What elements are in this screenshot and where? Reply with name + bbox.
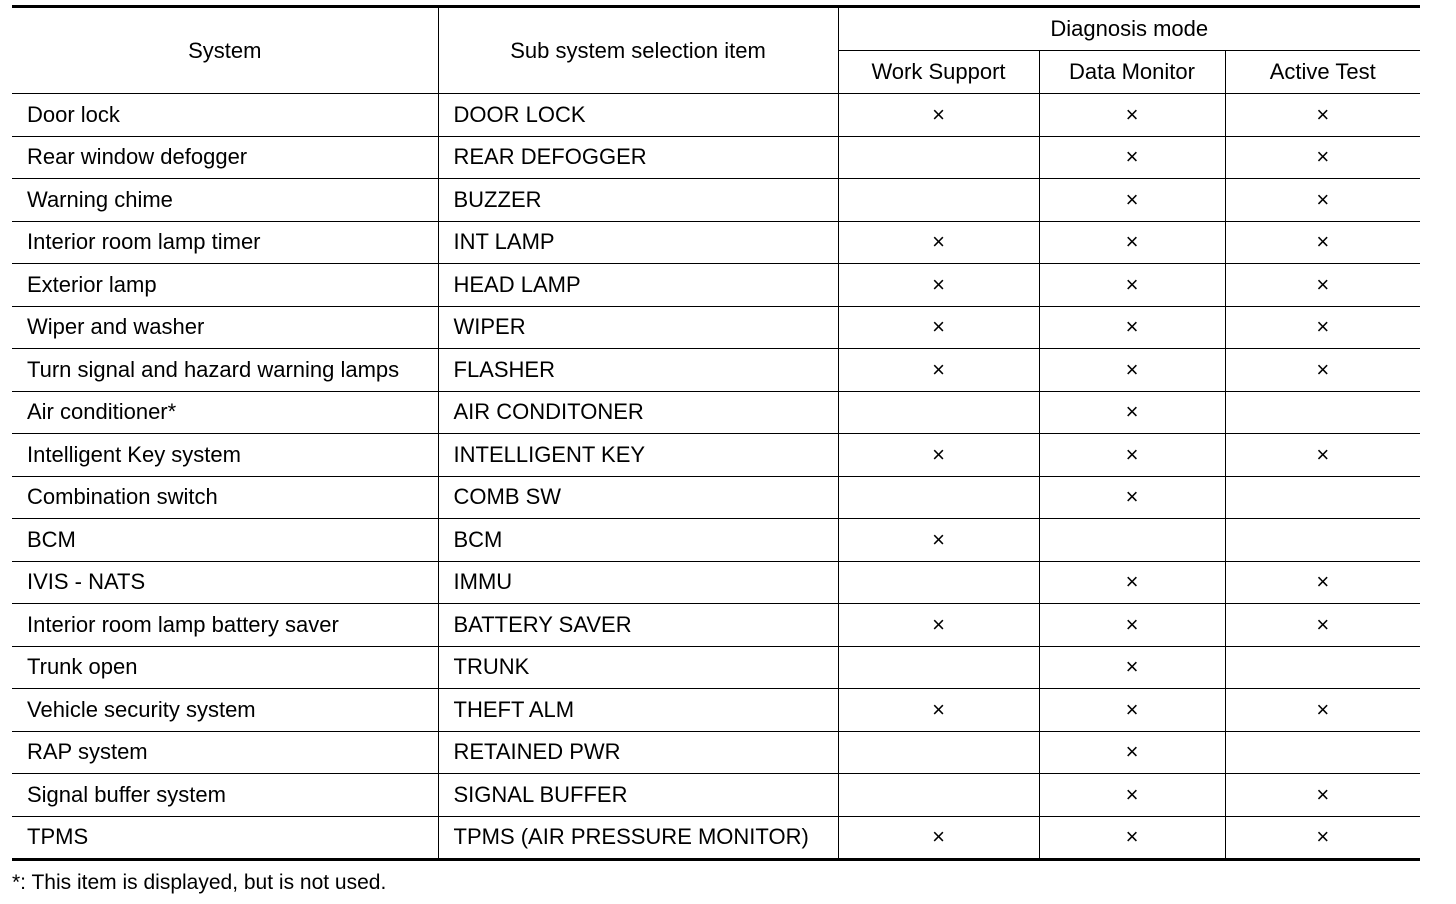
cell-sub-system: AIR CONDITONER	[438, 391, 838, 434]
cell-system: Turn signal and hazard warning lamps	[12, 349, 438, 392]
cell-active-test: ×	[1225, 561, 1420, 604]
cell-sub-system: HEAD LAMP	[438, 264, 838, 307]
cell-active-test	[1225, 391, 1420, 434]
cell-active-test: ×	[1225, 434, 1420, 477]
cell-work-support	[838, 561, 1039, 604]
cell-data-monitor: ×	[1039, 94, 1225, 137]
cell-work-support	[838, 179, 1039, 222]
cell-active-test: ×	[1225, 94, 1420, 137]
cell-sub-system: TPMS (AIR PRESSURE MONITOR)	[438, 816, 838, 860]
cell-sub-system: IMMU	[438, 561, 838, 604]
cell-system: Interior room lamp battery saver	[12, 604, 438, 647]
cell-system: Exterior lamp	[12, 264, 438, 307]
table-row	[12, 306, 1420, 349]
cell-data-monitor: ×	[1039, 816, 1225, 860]
cell-work-support: ×	[838, 306, 1039, 349]
cell-data-monitor: ×	[1039, 476, 1225, 519]
cell-data-monitor: ×	[1039, 179, 1225, 222]
cell-data-monitor: ×	[1039, 731, 1225, 774]
cell-work-support	[838, 646, 1039, 689]
table-row	[12, 349, 1420, 392]
cell-active-test: ×	[1225, 221, 1420, 264]
cell-data-monitor: ×	[1039, 349, 1225, 392]
cell-sub-system: FLASHER	[438, 349, 838, 392]
cell-work-support	[838, 136, 1039, 179]
cell-active-test: ×	[1225, 264, 1420, 307]
table-row	[12, 391, 1420, 434]
table-row	[12, 434, 1420, 477]
cell-sub-system: BUZZER	[438, 179, 838, 222]
cell-work-support: ×	[838, 349, 1039, 392]
cell-system: Trunk open	[12, 646, 438, 689]
cell-work-support: ×	[838, 94, 1039, 137]
cell-system: Rear window defogger	[12, 136, 438, 179]
cell-active-test	[1225, 519, 1420, 562]
header-data-monitor: Data Monitor	[1039, 51, 1225, 94]
table-row	[12, 731, 1420, 774]
cell-sub-system: WIPER	[438, 306, 838, 349]
cell-sub-system: SIGNAL BUFFER	[438, 774, 838, 817]
cell-sub-system: DOOR LOCK	[438, 94, 838, 137]
cell-sub-system: REAR DEFOGGER	[438, 136, 838, 179]
cell-sub-system: INTELLIGENT KEY	[438, 434, 838, 477]
cell-data-monitor: ×	[1039, 604, 1225, 647]
cell-data-monitor: ×	[1039, 221, 1225, 264]
table-row	[12, 264, 1420, 307]
cell-system: BCM	[12, 519, 438, 562]
cell-work-support: ×	[838, 221, 1039, 264]
cell-work-support: ×	[838, 604, 1039, 647]
cell-active-test: ×	[1225, 816, 1420, 860]
cell-data-monitor: ×	[1039, 306, 1225, 349]
table-row	[12, 774, 1420, 817]
cell-active-test: ×	[1225, 306, 1420, 349]
cell-sub-system: THEFT ALM	[438, 689, 838, 732]
table-row	[12, 94, 1420, 137]
cell-system: Wiper and washer	[12, 306, 438, 349]
header-active-test: Active Test	[1225, 51, 1420, 94]
cell-data-monitor: ×	[1039, 689, 1225, 732]
cell-data-monitor: ×	[1039, 561, 1225, 604]
cell-system: Vehicle security system	[12, 689, 438, 732]
cell-work-support: ×	[838, 264, 1039, 307]
cell-work-support	[838, 774, 1039, 817]
cell-active-test	[1225, 476, 1420, 519]
cell-data-monitor: ×	[1039, 264, 1225, 307]
cell-active-test: ×	[1225, 136, 1420, 179]
table-row	[12, 561, 1420, 604]
diagnosis-table-container	[12, 5, 1420, 861]
cell-system: Interior room lamp timer	[12, 221, 438, 264]
cell-sub-system: BATTERY SAVER	[438, 604, 838, 647]
header-sub-system: Sub system selection item	[438, 7, 838, 94]
table-row	[12, 519, 1420, 562]
table-row	[12, 646, 1420, 689]
cell-sub-system: BCM	[438, 519, 838, 562]
header-row-top	[12, 7, 1420, 51]
cell-work-support	[838, 476, 1039, 519]
cell-sub-system: TRUNK	[438, 646, 838, 689]
cell-sub-system: INT LAMP	[438, 221, 838, 264]
cell-system: Air conditioner*	[12, 391, 438, 434]
table-row	[12, 136, 1420, 179]
cell-work-support	[838, 731, 1039, 774]
footnote: *: This item is displayed, but is not used.	[12, 871, 387, 894]
cell-active-test: ×	[1225, 689, 1420, 732]
header-work-support: Work Support	[838, 51, 1039, 94]
cell-system: Intelligent Key system	[12, 434, 438, 477]
table-row	[12, 816, 1420, 860]
cell-active-test: ×	[1225, 349, 1420, 392]
cell-work-support: ×	[838, 519, 1039, 562]
table-body	[12, 94, 1420, 860]
cell-active-test: ×	[1225, 604, 1420, 647]
cell-active-test: ×	[1225, 774, 1420, 817]
cell-data-monitor: ×	[1039, 774, 1225, 817]
cell-active-test	[1225, 731, 1420, 774]
cell-active-test: ×	[1225, 179, 1420, 222]
table-row	[12, 689, 1420, 732]
cell-work-support	[838, 391, 1039, 434]
cell-system: RAP system	[12, 731, 438, 774]
cell-active-test	[1225, 646, 1420, 689]
cell-work-support: ×	[838, 434, 1039, 477]
cell-work-support: ×	[838, 689, 1039, 732]
table-row	[12, 179, 1420, 222]
cell-data-monitor: ×	[1039, 391, 1225, 434]
cell-system: Combination switch	[12, 476, 438, 519]
diagnosis-mode-table	[12, 5, 1420, 861]
cell-system: Signal buffer system	[12, 774, 438, 817]
cell-sub-system: COMB SW	[438, 476, 838, 519]
table-header	[12, 7, 1420, 94]
table-row	[12, 604, 1420, 647]
table-row	[12, 221, 1420, 264]
header-system: System	[12, 7, 438, 94]
cell-system: Door lock	[12, 94, 438, 137]
cell-sub-system: RETAINED PWR	[438, 731, 838, 774]
cell-data-monitor: ×	[1039, 434, 1225, 477]
table-row	[12, 476, 1420, 519]
cell-system: IVIS - NATS	[12, 561, 438, 604]
cell-data-monitor	[1039, 519, 1225, 562]
header-diagnosis-mode: Diagnosis mode	[838, 7, 1420, 51]
cell-system: Warning chime	[12, 179, 438, 222]
cell-data-monitor: ×	[1039, 136, 1225, 179]
cell-data-monitor: ×	[1039, 646, 1225, 689]
cell-system: TPMS	[12, 816, 438, 860]
cell-work-support: ×	[838, 816, 1039, 860]
